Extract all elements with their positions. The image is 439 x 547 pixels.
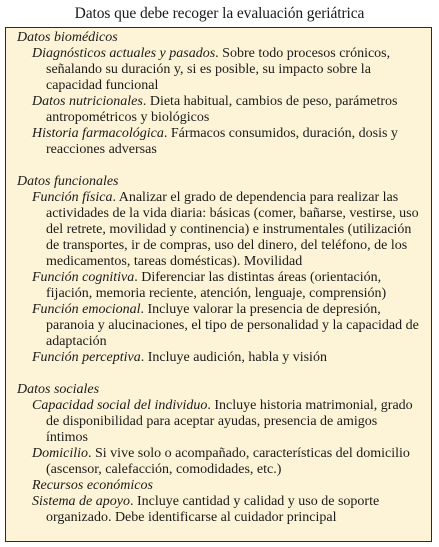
item-text: . Dieta habitual, cambios de peso, parámetros antropométricos y biológicos [46, 94, 398, 125]
evaluation-data-box [5, 27, 432, 542]
item-label: Función emocional [32, 302, 141, 317]
section-heading: Datos funcionales [17, 174, 119, 189]
item-label: Capacidad social del individuo [32, 398, 208, 413]
list-item [17, 94, 421, 126]
item-label: Historia farmacológica [32, 126, 164, 141]
item-text: . Analizar el grado de dependencia para realizar las actividades de la vida diaria: básicas (comer, bañarse, vestirse, uso del retrete, movilidad y continencia) e instrumentales (utilización de transportes, ir de compras, uso del dinero, del teléfono, de los medicamentos, tareas domésticas). Movilidad [46, 190, 419, 269]
item-text: . Incluye audición, habla y visión [140, 350, 327, 365]
list-item [17, 478, 421, 494]
list-item [17, 190, 421, 270]
item-text: . Sobre todo procesos crónicos, señalando su duración y, si es posible, su impacto sobre la capacidad funcional [46, 46, 391, 93]
item-text: . Incluye cantidad y calidad y uso de soporte organizado. Debe identificarse al cuidador principal [46, 494, 380, 525]
item-label: Domicilio [32, 446, 88, 461]
item-label: Función perceptiva [32, 350, 141, 365]
list-item [17, 270, 421, 302]
item-label: Sistema de apoyo [32, 494, 130, 509]
list-item [17, 302, 421, 350]
item-label: Recursos económicos [32, 478, 153, 493]
list-item [17, 350, 421, 366]
item-text: . Incluye historia matrimonial, grado de disponibilidad para aceptar ayudas, presencia de amigos íntimos [46, 398, 413, 445]
list-item [17, 494, 421, 526]
list-item [17, 46, 421, 94]
section-heading: Datos biomédicos [17, 30, 118, 45]
section-biomedical [17, 30, 421, 158]
item-label: Datos nutricionales [32, 94, 143, 109]
item-label: Función física [32, 190, 113, 205]
item-text: . Incluye valorar la presencia de depresión, paranoia y alucinaciones, el tipo de personalidad y la capacidad de adaptación [46, 302, 419, 349]
item-text: . Si vive solo o acompañado, características del domicilio (ascensor, calefacción, comodidades, etc.) [46, 446, 410, 477]
list-item [17, 398, 421, 446]
item-label: Diagnósticos actuales y pasados [32, 46, 216, 61]
item-text: . Diferenciar las distintas áreas (orientación, fijación, memoria reciente, atención, lenguaje, comprensión) [46, 270, 387, 301]
section-functional [17, 174, 421, 366]
list-item [17, 126, 421, 158]
item-text: . Fármacos consumidos, duración, dosis y reacciones adversas [46, 126, 398, 157]
section-heading: Datos sociales [17, 382, 100, 397]
list-item [17, 446, 421, 478]
table-title: Datos que debe recoger la evaluación geriátrica [74, 5, 365, 22]
item-label: Función cognitiva [32, 270, 135, 285]
section-social [17, 382, 421, 526]
